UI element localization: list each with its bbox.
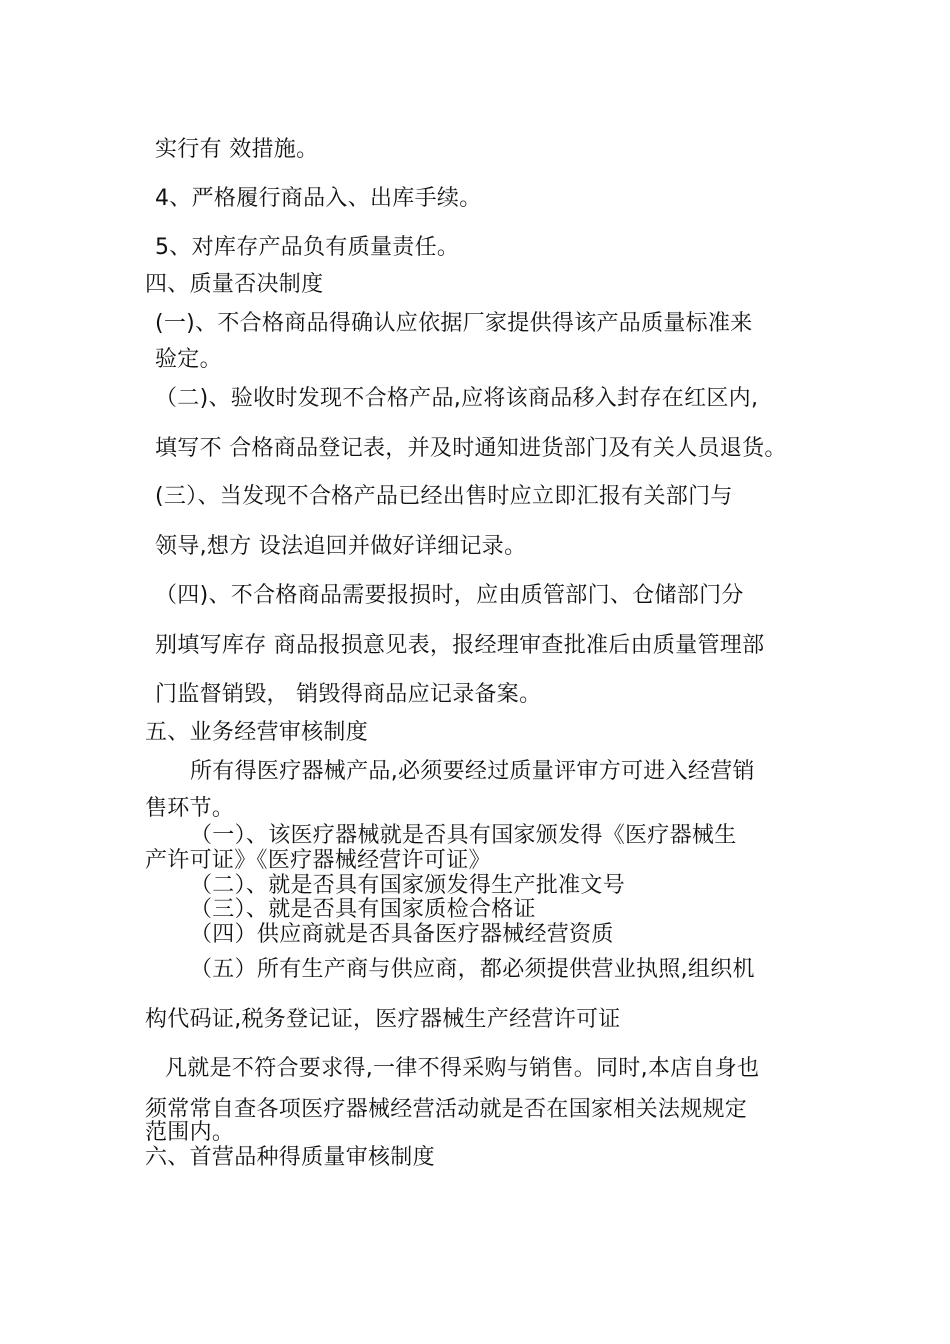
text-line-20: （三）、就是否具有国家质检合格证 [190,897,536,922]
text-line-26: 范围内。 [145,1120,235,1145]
section-heading-4: 四、质量否决制度 [145,272,324,297]
text-line-7: （二)、验收时发现不合格产品,应将该商品移入封存在红区内, [155,386,759,411]
text-line-23: 构代码证,税务登记证，医疗器械生产经营许可证 [145,1007,621,1032]
text-line-25: 须常常自查各项医疗器械经营活动就是否在国家相关法规规定 [145,1097,748,1122]
text-line-6: 验定。 [155,347,222,372]
text-line-11: （四)、不合格商品需要报损时，应由质管部门、仓储部门分 [155,583,744,608]
text-line-17: （一）、该医疗器械就是否具有国家颁发得《医疗器械生 [190,823,737,848]
text-line-15: 所有得医疗器械产品,必须要经过质量评审方可进入经营销 [190,759,755,784]
text-line-12: 别填写库存 商品报损意见表，报经理审查批准后由质量管理部 [155,633,765,658]
text-line-22: （五）所有生产商与供应商，都必须提供营业执照,组织机 [190,957,755,982]
text-line-21: （四）供应商就是否具备医疗器械经营资质 [190,922,614,947]
text-line-16: 售环节。 [145,796,235,821]
text-line-19: （二）、就是否具有国家颁发得生产批准文号 [190,873,626,898]
section-heading-6: 六、首营品种得质量审核制度 [145,1145,435,1170]
text-line-2: 4、严格履行商品入、出库手续。 [155,186,482,211]
text-line-10: 领导,想方 设法追回并做好详细记录。 [155,534,527,559]
text-line-3: 5、对库存产品负有质量责任。 [155,235,460,260]
section-heading-5: 五、业务经营审核制度 [145,720,369,745]
text-line-9: (三）、当发现不合格产品已经出售时应立即汇报有关部门与 [155,484,733,509]
text-line-13: 门监督销毁， 销毁得商品应记录备案。 [155,682,542,707]
text-line-8: 填写不 合格商品登记表，并及时通知进货部门及有关人员退货。 [155,436,787,461]
text-line-18: 产许可证》《医疗器械经营许可证》 [145,848,491,873]
text-line-1: 实行有 效措施。 [155,137,319,162]
text-line-5: (一)、不合格商品得确认应依据厂家提供得该产品质量标准来 [155,311,753,336]
text-line-24: 凡就是不符合要求得,一律不得采购与销售。同时,本店自身也 [165,1056,760,1081]
